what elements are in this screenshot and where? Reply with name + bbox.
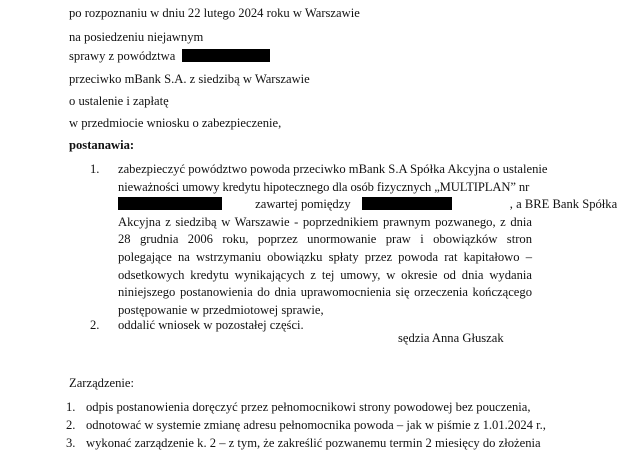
spellcheck-underline [452,196,510,208]
zarzadzenie-item-3-number: 3. [66,436,76,450]
item-1-line-1: zabezpieczyć powództwo powoda przeciwko mBank S.A Spółka Akcyjna o ustalenie [118,162,548,176]
item-1-party-label: zawartej pomiędzy [255,197,351,212]
zarzadzenie-item-1-text: odpis postanowienia doręczyć przez pełnomocnikowi strony powodowej bez pouczenia, [86,400,531,414]
item-2-text: oddalić wniosek w pozostałej części. [118,318,304,332]
redaction-plaintiff [182,49,270,62]
header-line-plaintiff-label: sprawy z powództwa [69,49,176,63]
zarzadzenie-item-3-text: wykonać zarządzenie k. 2 – z tym, że zakreślić pozwanemu termin 2 miesięcy do złożenia [86,436,541,450]
item-1-number: 1. [90,162,100,176]
header-line-subject: o ustalenie i zapłatę [69,94,169,108]
item-1-line-2: nieważności umowy kredytu hipotecznego dla osób fizycznych „MULTIPLAN” nr [118,179,530,194]
zarzadzenie-item-2-text: odnotować w systemie zmianę adresu pełnomocnika powoda – jak w piśmie z 1.01.2024 r., [86,418,546,432]
redaction-contract-number [118,197,222,210]
zarzadzenie-item-1-number: 1. [66,400,76,414]
header-line-date: po rozpoznaniu w dniu 22 lutego 2024 roku w Warszawie [69,6,360,20]
zarzadzenie-item-2-number: 2. [66,418,76,432]
header-line-defendant: przeciwko mBank S.A. z siedzibą w Warszawie [69,72,310,86]
item-1-body: Akcyjna z siedzibą w Warszawie - poprzednikiem prawnym pozwanego, z dnia 28 grudnia 2006 roku, poprzez unormowanie praw i obowiązków stron polegające na wstrzymaniu obowiązku spłaty przez powoda rat kapitałowo – odsetkowych kredytu wynikających z tej umowy, w okresie od dnia wydania niniejszego postanowienia do dnia uprawomocnienia się orzeczenia kończącego postępowanie w przedmiotowej sprawie, [118,214,532,317]
item-1-line-3 [118,196,617,214]
postanawia-heading: postanawia: [69,138,135,152]
judge-signature: sędzia Anna Głuszak [398,331,504,345]
item-1-bank-label: , a BRE Bank Spółka [509,197,617,212]
item-2-number: 2. [90,318,100,332]
header-line-plaintiff [69,49,270,64]
redaction-party [362,197,452,210]
header-line-motion: w przedmiocie wniosku o zabezpieczenie, [69,116,282,130]
zarzadzenie-heading: Zarządzenie: [69,376,135,390]
header-line-session: na posiedzeniu niejawnym [69,30,204,44]
item-1-text [118,161,617,319]
